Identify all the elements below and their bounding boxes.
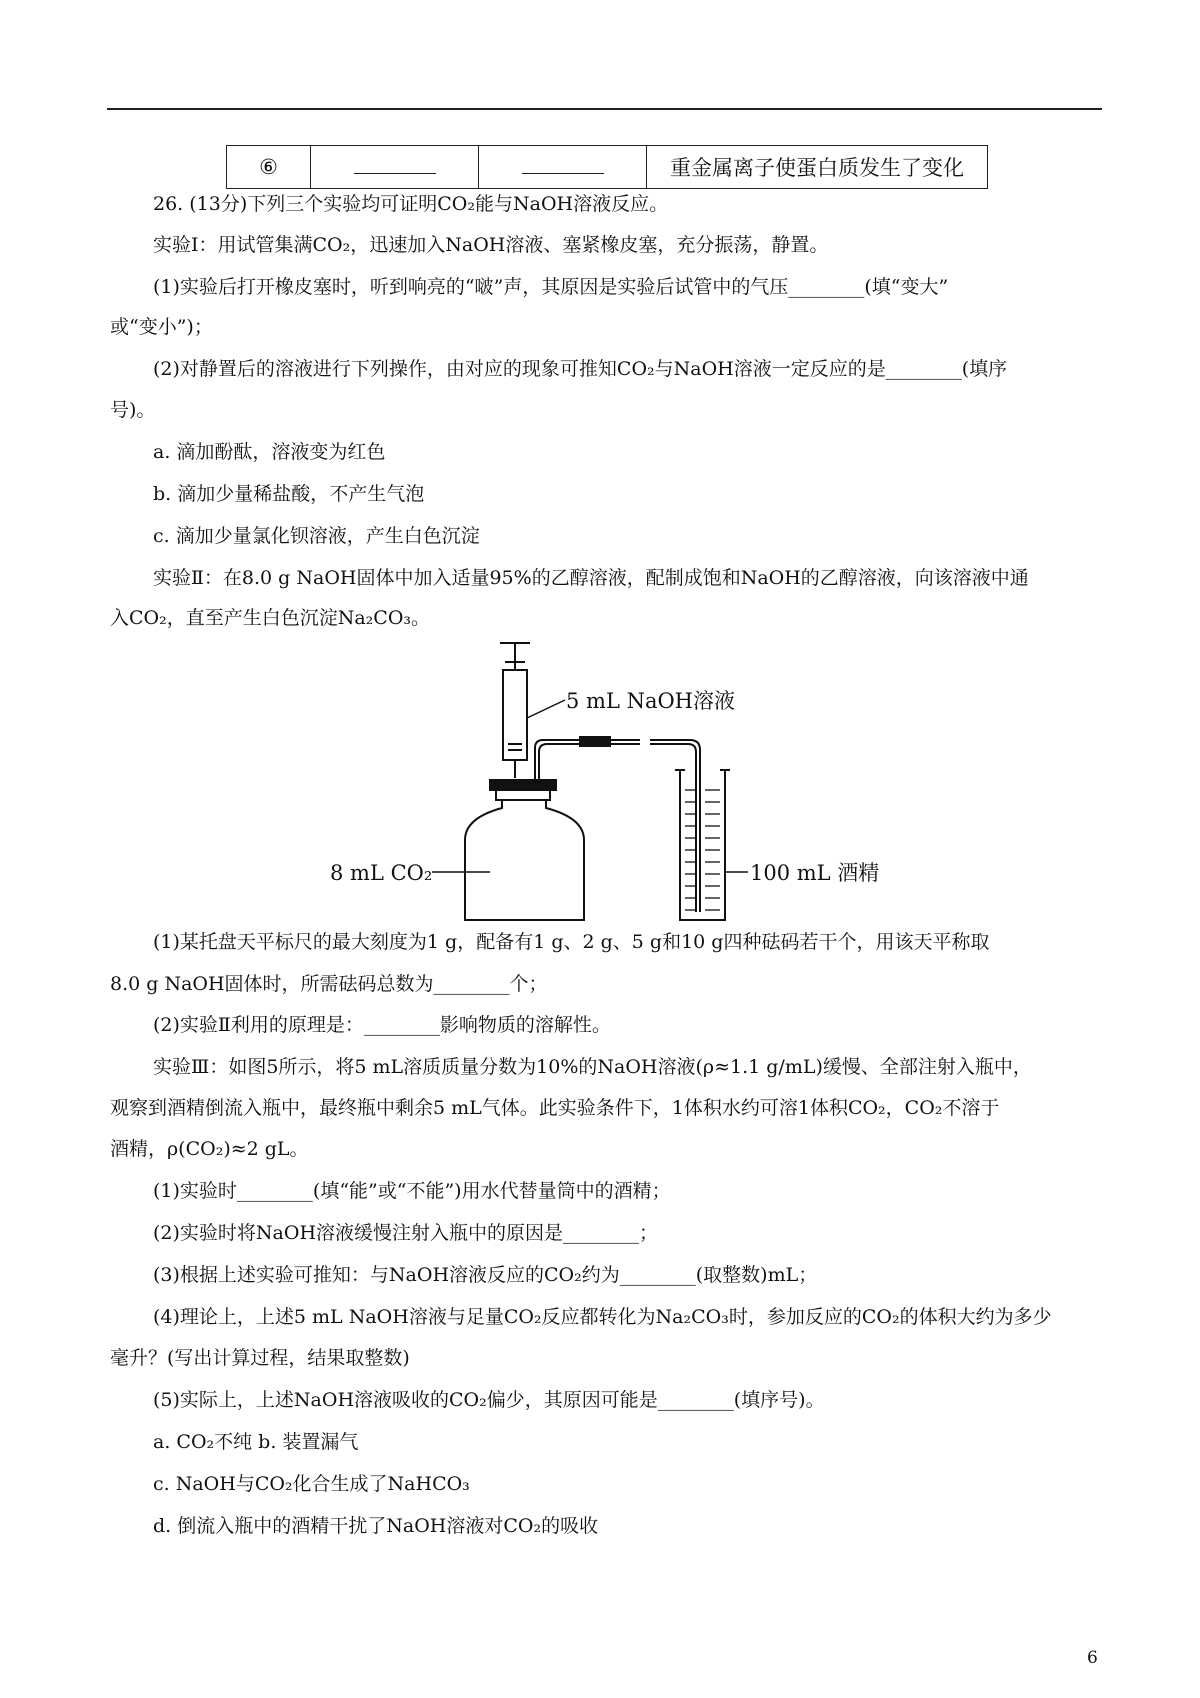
exp3-q3: (3)根据上述实验可推知：与NaOH溶液反应的CO₂约为________(取整数)mL； [153,1264,818,1286]
exp1-q1-line1: (1)实验后打开橡皮塞时，听到响亮的“啵”声，其原因是实验后试管中的气压________(填“变大” [153,276,949,298]
exp3-option-c: c. NaOH与CO₂化合生成了NaHCO₃ [153,1473,470,1495]
exp3-q5: (5)实际上，上述NaOH溶液吸收的CO₂偏少，其原因可能是________(填序号)。 [153,1389,825,1411]
blank-cell-2 [479,146,647,189]
exp3-q1: (1)实验时________(填“能”或“不能”)用水代替量筒中的酒精； [153,1180,671,1202]
exp2-q2: (2)实验Ⅱ利用的原理是：________影响物质的溶解性。 [153,1014,611,1036]
answer-table [226,145,988,189]
blank-cell-1 [311,146,479,189]
gas-bottle [465,800,584,920]
label-alcohol: 100 mL 酒精 [750,861,880,885]
bottle-stopper [490,780,556,790]
exp3-intro-line2: 观察到酒精倒流入瓶中，最终瓶中剩余5 mL气体。此实验条件下，1体积水约可溶1体积CO₂，CO₂不溶于 [110,1097,1000,1119]
exp2-intro-line1: 实验Ⅱ：在8.0 g NaOH固体中加入适量95%的乙醇溶液，配制成饱和NaOH的乙醇溶液，向该溶液中通 [153,567,1029,589]
exp3-intro-line1: 实验Ⅲ：如图5所示，将5 mL溶质质量分数为10%的NaOH溶液(ρ≈1.1 g/mL)缓慢、全部注射入瓶中， [153,1056,1032,1078]
exp1-intro: 实验Ⅰ：用试管集满CO₂，迅速加入NaOH溶液、塞紧橡皮塞，充分振荡，静置。 [153,234,829,256]
exp3-option-d: d. 倒流入瓶中的酒精干扰了NaOH溶液对CO₂的吸收 [153,1515,599,1537]
exp3-q2: (2)实验时将NaOH溶液缓慢注射入瓶中的原因是________； [153,1222,659,1244]
exp2-q1-line1: (1)某托盘天平标尺的最大刻度为1 g，配备有1 g、2 g、5 g和10 g四种砝码若干个，用该天平称取 [153,931,990,953]
exp1-option-c: c. 滴加少量氯化钡溶液，产生白色沉淀 [153,525,480,547]
exp3-q4-line1: (4)理论上，上述5 mL NaOH溶液与足量CO₂反应都转化为Na₂CO₃时，参加反应的CO₂的体积大约为多少 [153,1306,1052,1328]
cylinder-graduations [685,790,720,910]
question-header: 26. (13分)下列三个实验均可证明CO₂能与NaOH溶液反应。 [153,193,669,215]
exp3-options-ab: a. CO₂不纯 b. 装置漏气 [153,1431,359,1453]
exp1-q2-line1: (2)对静置后的溶液进行下列操作，由对应的现象可推知CO₂与NaOH溶液一定反应的是________(填序 [153,358,1008,380]
blank-line [354,161,436,174]
apparatus-diagram [330,640,880,920]
syringe-barrel [503,670,527,760]
page-number: 6 [1087,1648,1098,1668]
header-rule [107,108,1102,110]
exp1-option-b: b. 滴加少量稀盐酸，不产生气泡 [153,483,425,505]
exp3-q4-line2: 毫升？(写出计算过程，结果取整数) [110,1347,410,1369]
exp2-q1-line2: 8.0 g NaOH固体时，所需砝码总数为________个； [110,973,548,995]
row-number: ⑥ [227,146,311,189]
exp1-option-a: a. 滴加酚酞，溶液变为红色 [153,441,386,463]
delivery-tube [535,740,700,912]
exp1-q1-line2: 或“变小”)； [110,316,213,338]
description-cell: 重金属离子使蛋白质发生了变化 [647,146,988,189]
exp3-intro-line3: 酒精，ρ(CO₂)≈2 gL。 [110,1138,309,1160]
label-syringe: 5 mL NaOH溶液 [566,689,735,713]
label-co2: 8 mL CO₂ [330,861,433,885]
exp2-intro-line2: 入CO₂，直至产生白色沉淀Na₂CO₃。 [110,607,431,629]
exp1-q2-line2: 号)。 [110,399,156,421]
table-row [227,146,988,189]
blank-line [522,161,604,174]
